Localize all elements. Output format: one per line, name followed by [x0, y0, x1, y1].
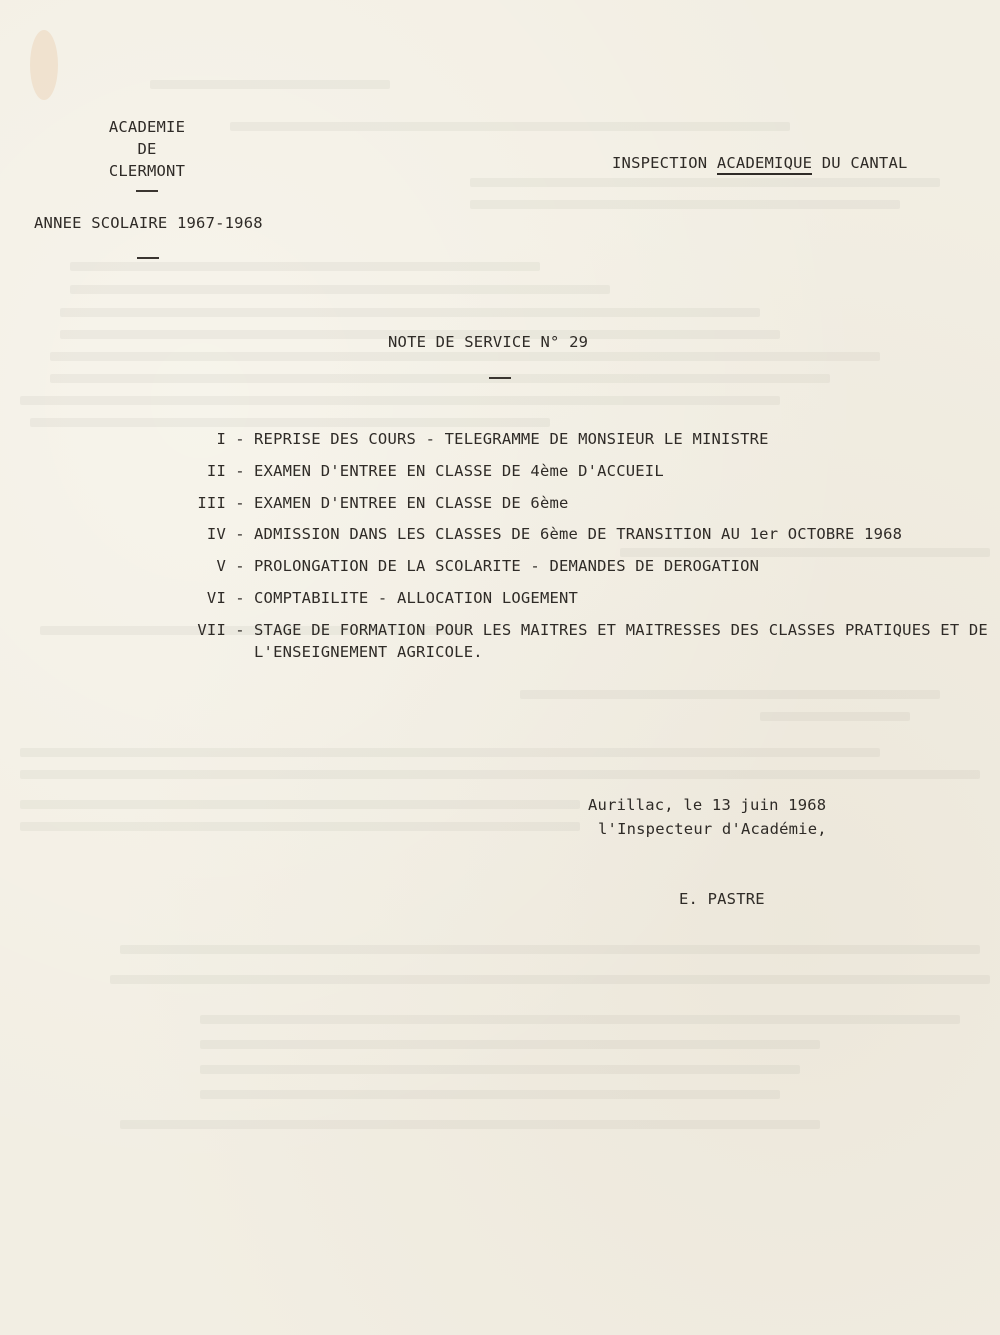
item-separator: -: [235, 525, 245, 544]
item-text: ADMISSION DANS LES CLASSES DE 6ème DE TRANSITION AU 1er OCTOBRE 1968: [254, 525, 903, 544]
signatory-role: l'Inspecteur d'Académie,: [598, 820, 827, 838]
paper-stain: [30, 30, 58, 100]
item-text: STAGE DE FORMATION POUR LES MAITRES ET MAITRESSES DES CLASSES PRATIQUES ET DE L'ENSEIGNEMENT AGRICOLE.: [254, 620, 988, 661]
item-number: II: [206, 461, 226, 480]
item-number: V: [216, 557, 226, 576]
item-number: I: [216, 430, 226, 448]
inspection-header: [612, 154, 908, 172]
item-text: EXAMEN D'ENTREE EN CLASSE DE 6ème: [254, 493, 569, 512]
item-separator: -: [235, 588, 245, 607]
item-separator: -: [235, 461, 245, 480]
item-text: COMPTABILITE - ALLOCATION LOGEMENT: [254, 588, 579, 607]
academie-line-3: CLERMONT: [108, 162, 186, 180]
item-separator: -: [235, 430, 245, 448]
title-divider: [489, 377, 511, 379]
academie-line-2: DE: [137, 140, 157, 158]
academie-line-1: ACADEMIE: [108, 118, 186, 136]
item-number: III: [197, 493, 226, 512]
agenda-item: [150, 587, 990, 619]
agenda-item: [150, 523, 990, 555]
item-text: REPRISE DES COURS - TELEGRAMME DE MONSIEUR LE MINISTRE: [254, 430, 769, 448]
item-separator: -: [235, 557, 245, 576]
note-title: NOTE DE SERVICE N° 29: [388, 333, 589, 351]
item-text: PROLONGATION DE LA SCOLARITE - DEMANDES DE DEROGATION: [254, 557, 760, 576]
inspection-prefix: INSPECTION: [612, 154, 717, 172]
place-and-date: Aurillac, le 13 juin 1968: [588, 796, 827, 814]
item-number: IV: [206, 525, 226, 544]
agenda-item: [150, 555, 990, 587]
academie-header: [92, 116, 202, 192]
school-year: ANNEE SCOLAIRE 1967-1968: [34, 214, 263, 232]
agenda-item: [150, 460, 990, 492]
item-text: EXAMEN D'ENTREE EN CLASSE DE 4ème D'ACCUEIL: [254, 461, 664, 480]
agenda-item: [150, 492, 990, 524]
item-number: VI: [206, 588, 226, 607]
header-divider: [136, 190, 158, 192]
inspection-underlined-word: ACADEMIQUE: [717, 154, 812, 175]
item-number: VII: [197, 620, 226, 639]
agenda-list: [150, 428, 990, 667]
inspection-suffix: DU CANTAL: [812, 154, 908, 172]
agenda-item: [150, 619, 990, 667]
year-divider: [137, 257, 159, 259]
signatory-name: E. PASTRE: [679, 890, 765, 908]
item-separator: -: [235, 493, 245, 512]
agenda-item: [150, 428, 990, 460]
item-separator: -: [235, 620, 245, 639]
